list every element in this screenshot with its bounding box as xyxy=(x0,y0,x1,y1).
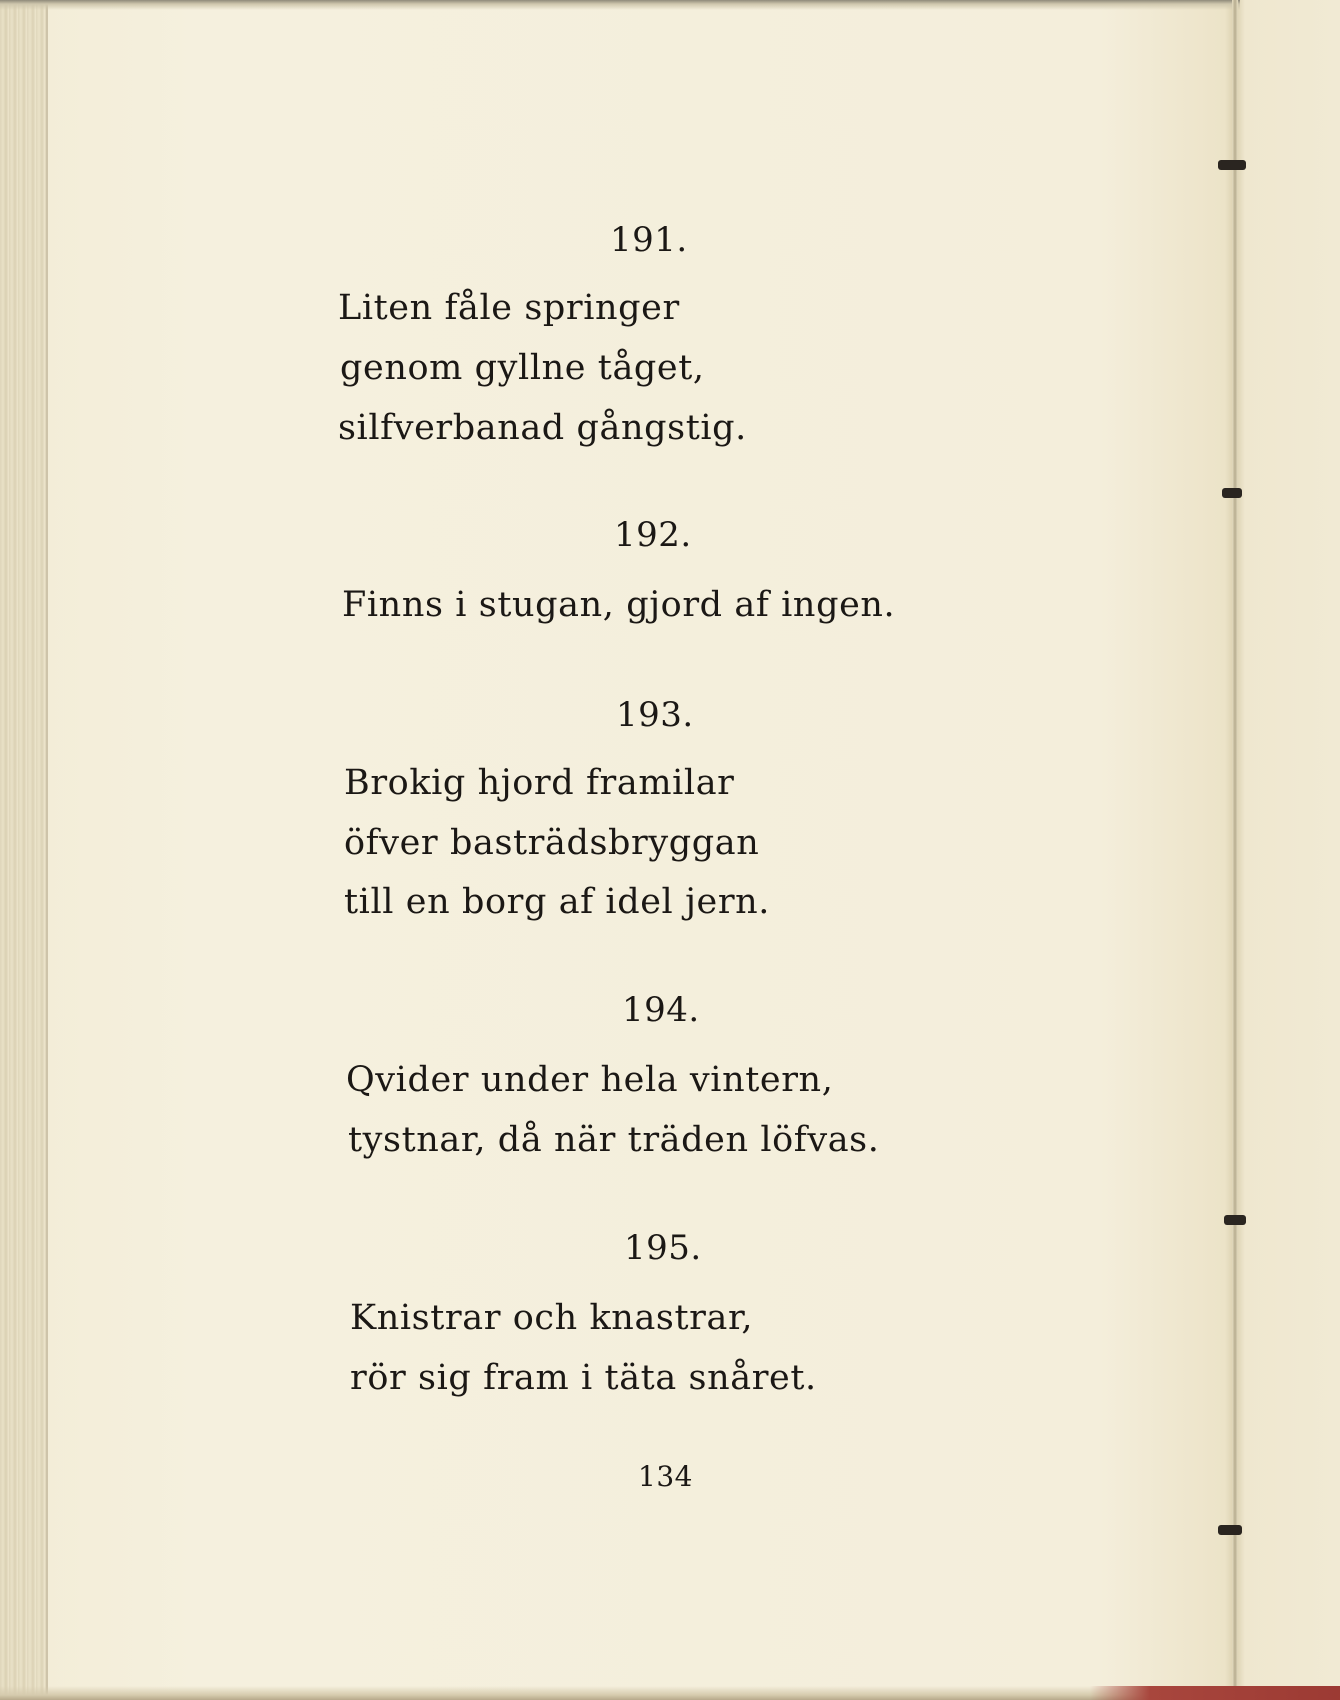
riddle-line: genom gyllne tåget, xyxy=(340,348,705,388)
riddle-line: Finns i stugan, gjord af ingen. xyxy=(342,585,896,625)
riddle-line: Knistrar och knastrar, xyxy=(350,1298,754,1338)
riddle-line: rör sig fram i täta snåret. xyxy=(350,1358,817,1398)
riddle-number: 195. xyxy=(624,1228,702,1268)
riddle-line: Brokig hjord framilar xyxy=(344,763,735,803)
riddle-line: silfverbanad gångstig. xyxy=(338,408,747,448)
riddle-number: 192. xyxy=(614,515,692,555)
page-number: 134 xyxy=(638,1460,693,1493)
riddle-line: Liten fåle springer xyxy=(338,288,680,328)
riddle-line: tystnar, då när träden löfvas. xyxy=(348,1120,880,1160)
riddle-number: 193. xyxy=(616,695,694,735)
riddle-number: 191. xyxy=(610,220,688,260)
riddle-number: 194. xyxy=(622,990,700,1030)
riddle-line: Qvider under hela vintern, xyxy=(346,1060,834,1100)
riddle-line: till en borg af idel jern. xyxy=(344,882,771,922)
riddle-line: öfver basträdsbryggan xyxy=(344,823,760,863)
